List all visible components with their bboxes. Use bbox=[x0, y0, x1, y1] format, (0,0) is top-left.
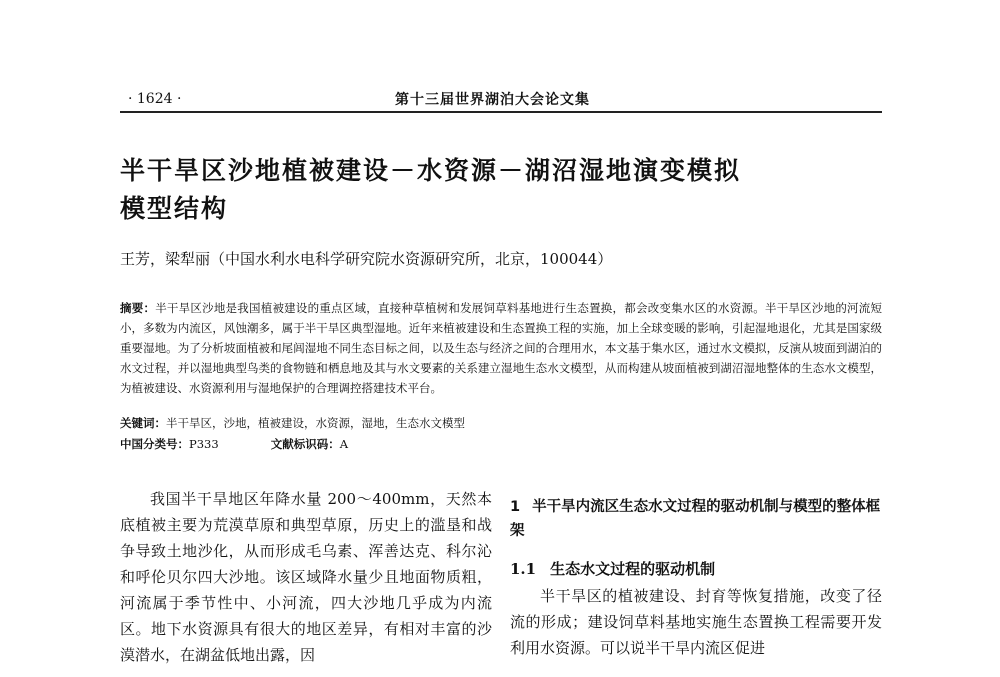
paper-title bbox=[120, 152, 840, 228]
right-column bbox=[510, 495, 882, 661]
subsection-paragraph: 半干旱区的植被建设、封育等恢复措施，改变了径流的形成；建设饲草料基地实施生态置换工程需要开发利用水资源。可以说半干旱内流区促进 bbox=[510, 587, 882, 657]
subsection-heading bbox=[510, 557, 882, 581]
abstract-text: 半干旱区沙地是我国植被建设的重点区域，直接种草植树和发展饲草料基地进行生态置换，都会改变集水区的水资源。半干旱区沙地的河流短小，多数为内流区，风蚀潮多，属于半干旱区典型湿地。近年来植被建设和生态置换工程的实施，加上全球变暖的影响，引起湿地退化，尤其是国家级重要湿地。为了分析坡面植被和尾闾湿地不同生态目标之间，以及生态与经济之间的合理用水，本文基于集水区，通过水文模拟，反演从坡面到湖泊的水文过程，并以湿地典型鸟类的食物链和栖息地及其与水文要素的关系建立湿地生态水文模型，从而构建从坡面植被到湖沼湿地整体的生态水文模型，为植被建设、水资源利用与湿地保护的合理调控搭建技术平台。 bbox=[120, 301, 883, 395]
abstract bbox=[120, 298, 882, 398]
section-number: 1 bbox=[510, 499, 521, 515]
subsection-title: 生态水文过程的驱动机制 bbox=[550, 560, 716, 578]
classification-value: P333 bbox=[189, 437, 219, 451]
keywords-text: 半干旱区，沙地，植被建设，水资源，湿地，生态水文模型 bbox=[166, 416, 465, 430]
header-rule bbox=[120, 111, 882, 113]
page-number: · 1624 · bbox=[128, 91, 182, 107]
keywords-label: 关键词： bbox=[120, 416, 166, 430]
paper-title-line-2: 模型结构 bbox=[120, 194, 229, 223]
authors-affiliation: 王芳，梁犁丽（中国水利水电科学研究院水资源研究所，北京，100044） bbox=[120, 250, 613, 268]
classification-label: 中国分类号： bbox=[120, 437, 189, 451]
intro-paragraph: 我国半干旱地区年降水量 200～400mm，天然本底植被主要为荒漠草原和典型草原，历史上的滥垦和战争导致土地沙化，从而形成毛乌素、浑善达克、科尔沁和呼伦贝尔四大沙地。该区域降水量少且地面物质粗，河流属于季节性中、小河流，四大沙地几乎成为内流区。地下水资源具有很大的地区差异，有相对丰富的沙漠潜水，在湖盆低地出露，因 bbox=[120, 490, 492, 664]
section-title: 半干旱内流区生态水文过程的驱动机制与模型的整体框架 bbox=[510, 499, 881, 539]
keywords bbox=[120, 415, 465, 431]
running-title: 第十三届世界湖泊大会论文集 bbox=[395, 92, 590, 108]
doc-code-label: 文献标识码： bbox=[270, 437, 340, 451]
doc-code-value: A bbox=[339, 437, 349, 451]
abstract-label: 摘要： bbox=[120, 301, 156, 315]
left-column bbox=[120, 486, 492, 668]
section-heading bbox=[510, 495, 882, 543]
subsection-number: 1.1 bbox=[510, 560, 537, 578]
paper-title-line-1: 半干旱区沙地植被建设－水资源－湖沼湿地演变模拟 bbox=[120, 156, 742, 185]
classification bbox=[120, 436, 348, 452]
